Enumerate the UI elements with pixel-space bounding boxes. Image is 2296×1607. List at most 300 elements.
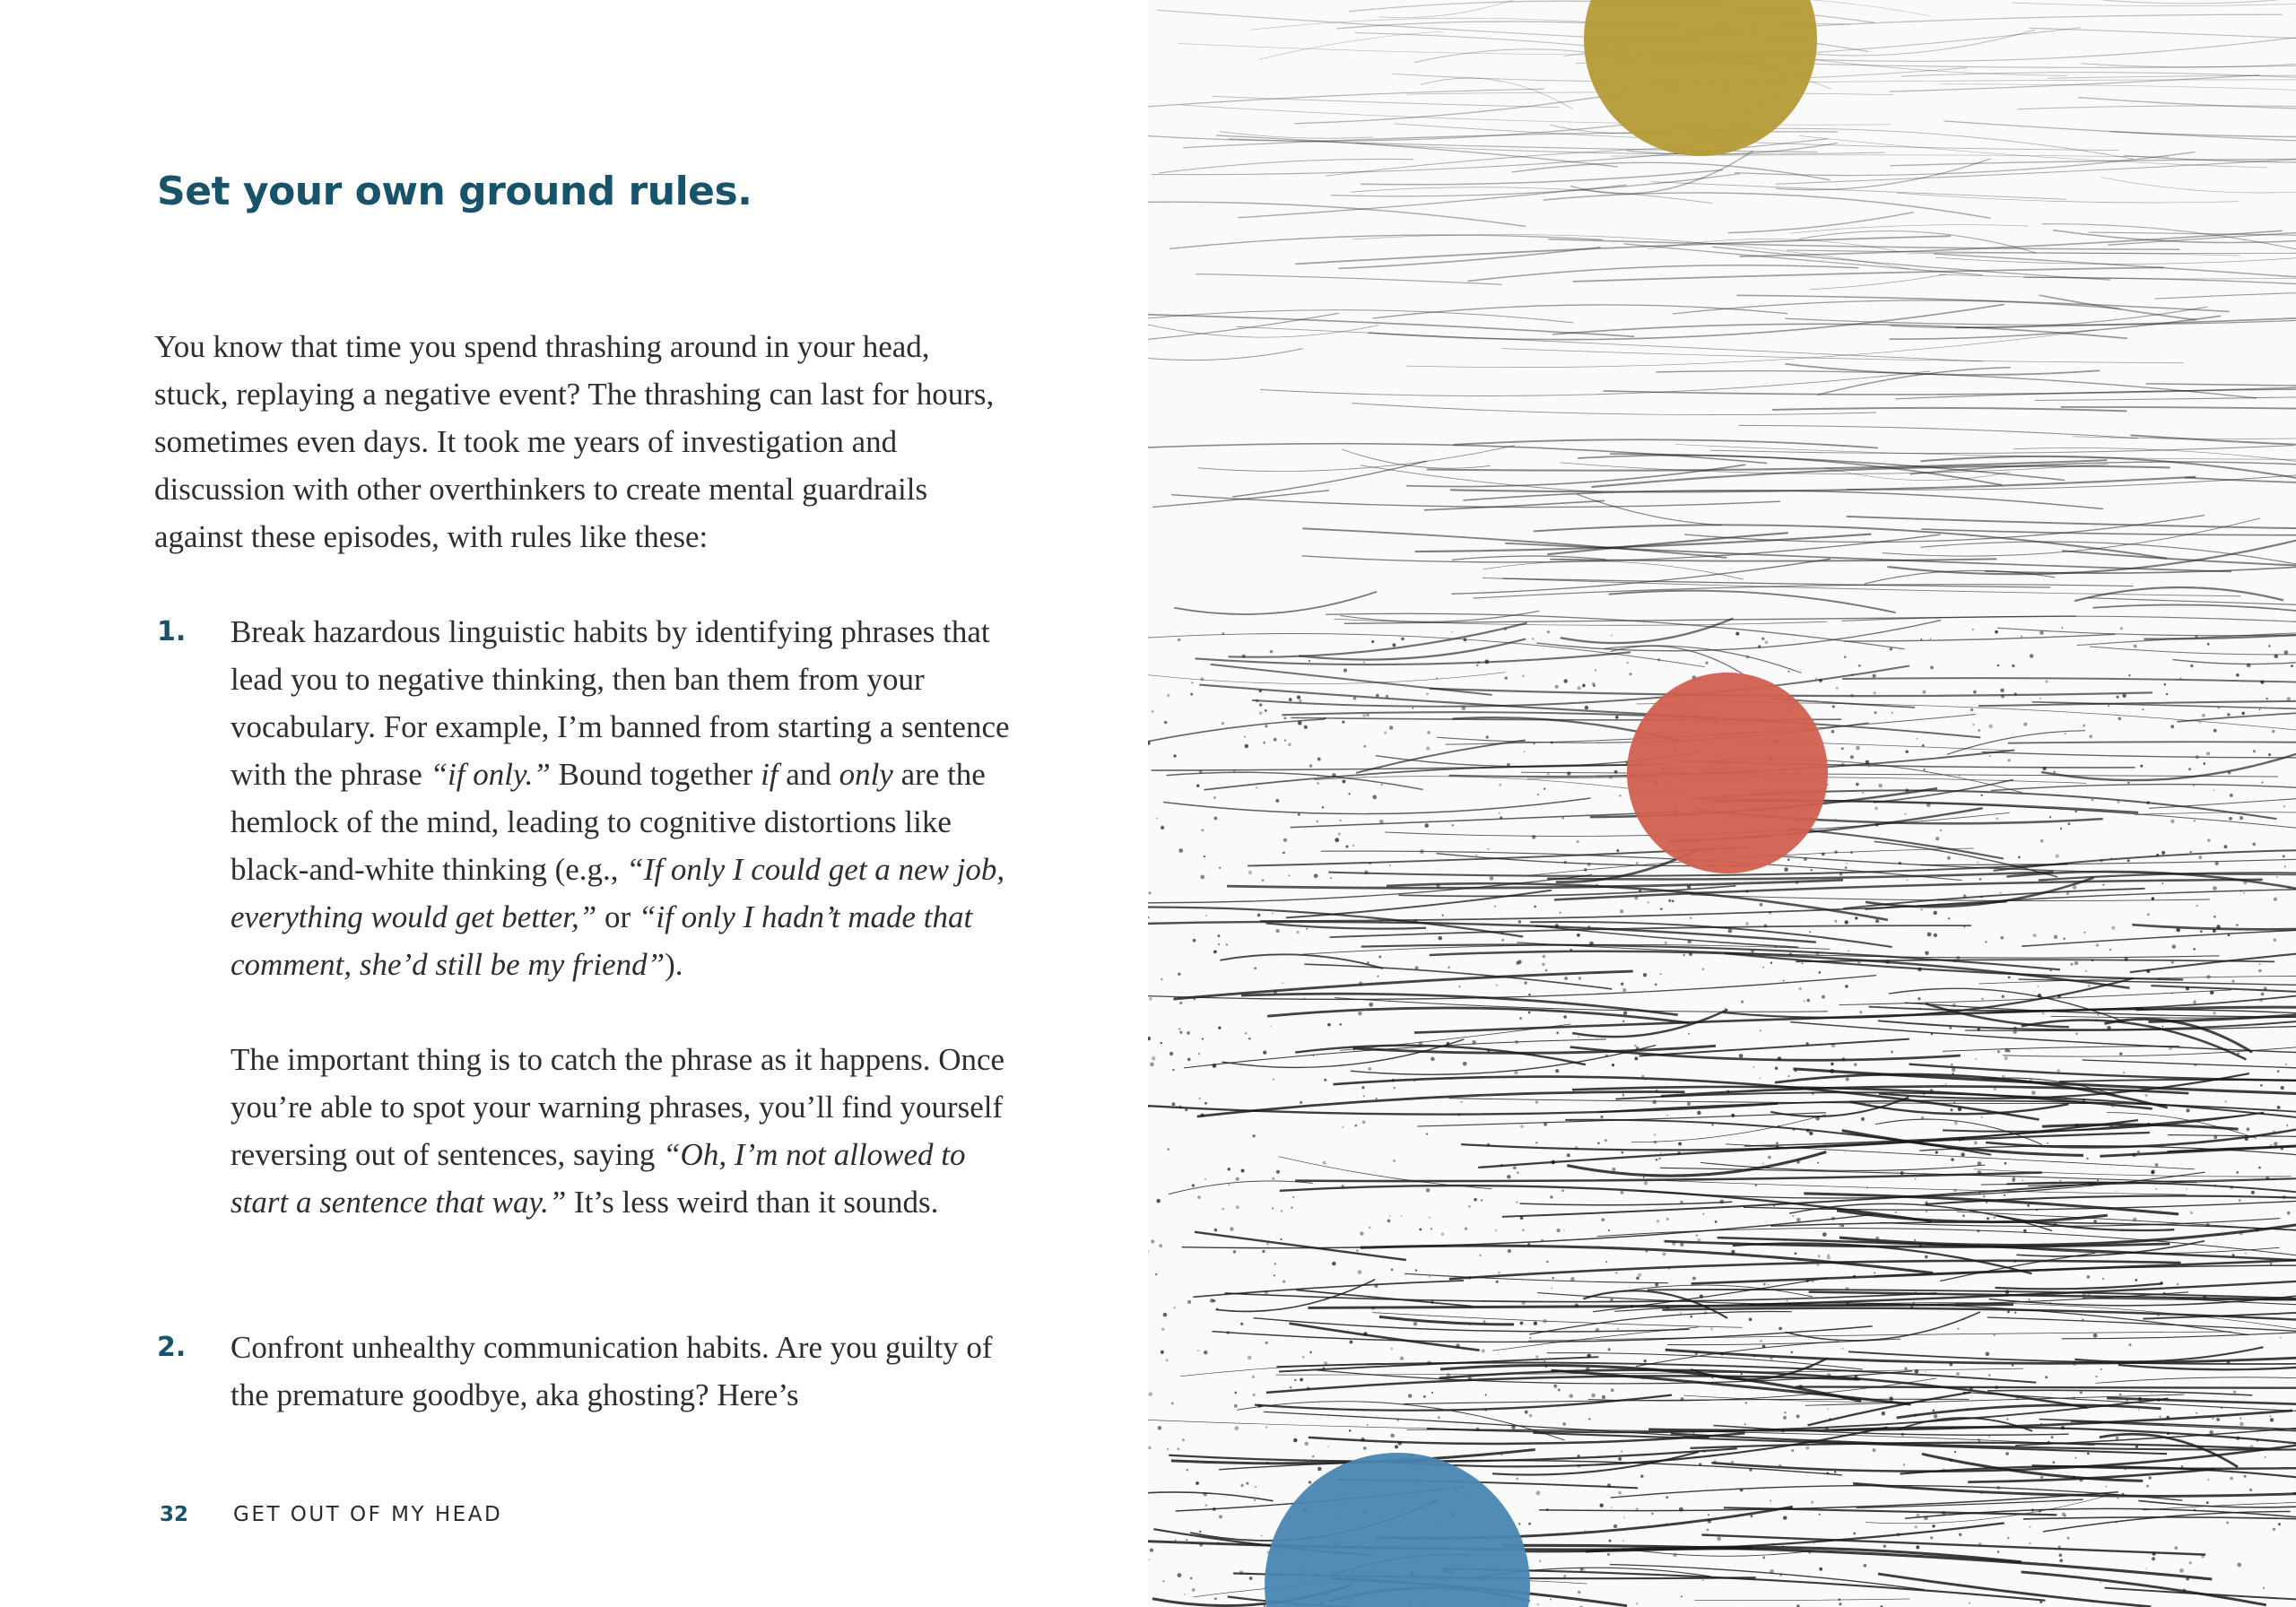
stipple-dot <box>1626 662 1628 664</box>
stipple-dot <box>2274 898 2277 901</box>
stipple-dot <box>1922 691 1926 694</box>
stipple-dot <box>1353 1048 1355 1050</box>
stipple-dot <box>1957 1328 1959 1330</box>
stipple-dot <box>1672 1241 1675 1245</box>
stipple-dot <box>1424 823 1429 828</box>
stipple-dot <box>1804 1000 1805 1002</box>
stipple-dot <box>1257 914 1261 917</box>
stipple-dot <box>2109 949 2111 951</box>
stipple-dot <box>1711 1124 1714 1126</box>
stipple-dot <box>2116 1522 2118 1524</box>
stipple-dot <box>1349 1429 1351 1431</box>
running-title: GET OUT OF MY HEAD <box>233 1503 503 1526</box>
stipple-dot <box>2127 859 2130 862</box>
stipple-dot <box>1875 919 1879 923</box>
stipple-dot <box>1166 1359 1169 1361</box>
stipple-dot <box>2110 857 2112 859</box>
stipple-dot <box>1515 1040 1518 1044</box>
stipple-dot <box>1254 967 1257 969</box>
stipple-dot <box>1846 1287 1849 1290</box>
scribble-line <box>1573 267 2164 282</box>
stipple-dot <box>1254 1499 1256 1501</box>
stipple-dot <box>1587 863 1591 866</box>
stipple-dot <box>1213 1064 1217 1068</box>
stipple-dot <box>2232 1254 2235 1256</box>
stipple-dot <box>2159 1416 2161 1418</box>
stipple-dot <box>1543 1319 1547 1324</box>
stipple-dot <box>2013 1030 2016 1034</box>
stipple-dot <box>2057 1069 2060 1073</box>
stipple-dot <box>1918 1008 1921 1011</box>
stipple-dot <box>1283 1280 1286 1283</box>
scribble-line <box>1520 1202 1733 1205</box>
stipple-dot <box>1305 1442 1309 1446</box>
stipple-dot <box>1556 1229 1561 1233</box>
stipple-dot <box>1653 1100 1657 1104</box>
stipple-dot <box>1252 1134 1255 1137</box>
stipple-dot <box>1213 817 1217 821</box>
scribble-line <box>1463 491 2103 509</box>
stipple-dot <box>1259 711 1263 715</box>
stipple-dot <box>1226 1331 1230 1334</box>
stipple-dot <box>1787 858 1790 861</box>
stipple-dot <box>2186 986 2189 990</box>
stipple-dot <box>1796 1218 1801 1222</box>
stipple-dot <box>1869 1289 1871 1290</box>
stipple-dot <box>1556 1032 1559 1035</box>
stipple-dot <box>1330 877 1332 879</box>
stipple-dot <box>1150 1063 1154 1067</box>
scribble-line <box>1148 444 1767 464</box>
stipple-dot <box>1391 1269 1394 1272</box>
stipple-dot <box>2209 1430 2213 1434</box>
stipple-dot <box>2062 627 2064 629</box>
stipple-dot <box>1997 1551 1999 1552</box>
stipple-dot <box>1707 1529 1709 1532</box>
stipple-dot <box>2196 1412 2198 1414</box>
stipple-dot <box>1681 1596 1683 1598</box>
stipple-dot <box>2033 934 2037 937</box>
stipple-dot <box>2229 817 2232 821</box>
stipple-dot <box>1679 1507 1683 1512</box>
stipple-dot <box>1866 760 1870 765</box>
stipple-dot <box>1161 978 1162 980</box>
stipple-dot <box>1819 1568 1822 1571</box>
stipple-dot <box>1732 1114 1734 1116</box>
stipple-dot <box>1413 1322 1418 1326</box>
stipple-dot <box>1289 698 1292 701</box>
scribble-line <box>1943 1047 2179 1052</box>
stipple-dot <box>1809 1132 1813 1135</box>
stipple-dot <box>1426 746 1431 751</box>
stipple-dot <box>1680 1312 1682 1314</box>
stipple-dot <box>2244 1475 2247 1478</box>
stipple-dot <box>1338 832 1341 835</box>
stipple-dot <box>1760 903 1763 907</box>
stipple-dot <box>1631 1305 1634 1308</box>
stipple-dot <box>2015 1396 2019 1400</box>
stipple-dot <box>1758 645 1761 647</box>
scribble-line <box>1772 408 2126 412</box>
stipple-dot <box>1564 977 1568 980</box>
stipple-dot <box>2075 1032 2078 1035</box>
stipple-dot <box>2212 1417 2213 1419</box>
stipple-dot <box>1807 999 1811 1003</box>
stipple-dot <box>1783 1416 1787 1420</box>
stipple-dot <box>1458 986 1460 987</box>
stipple-dot <box>2151 1170 2154 1174</box>
stipple-dot <box>1507 763 1509 766</box>
stipple-dot <box>1852 674 1854 676</box>
stipple-dot <box>1389 864 1391 866</box>
stipple-dot <box>2249 1489 2252 1491</box>
stipple-dot <box>1171 1102 1175 1106</box>
stipple-dot <box>1796 1414 1800 1418</box>
scribble-line <box>1544 193 1991 218</box>
stipple-dot <box>1951 1064 1953 1066</box>
stipple-dot <box>1925 951 1929 956</box>
stipple-dot <box>2157 1314 2160 1316</box>
stipple-dot <box>1276 929 1280 933</box>
stipple-dot <box>2135 1446 2138 1448</box>
stipple-dot <box>1818 971 1821 974</box>
stipple-dot <box>2213 916 2216 918</box>
stipple-dot <box>2247 664 2251 668</box>
stipple-dot <box>1700 1295 1703 1299</box>
stipple-dot <box>1668 1267 1670 1269</box>
stipple-dot <box>1715 1220 1718 1223</box>
stipple-dot <box>1550 1195 1552 1198</box>
stipple-dot <box>1839 873 1843 876</box>
stipple-dot <box>2087 1275 2091 1279</box>
stipple-dot <box>2273 1528 2275 1531</box>
stipple-dot <box>1151 1239 1154 1243</box>
stipple-dot <box>1272 912 1274 914</box>
stipple-dot <box>1841 762 1845 766</box>
stipple-dot <box>2187 1577 2189 1580</box>
scribble-line <box>1512 162 1831 179</box>
stipple-dot <box>1948 917 1950 919</box>
stipple-dot <box>2213 1135 2217 1139</box>
stipple-dot <box>1438 936 1442 941</box>
stipple-dot <box>1979 878 1982 881</box>
stipple-dot <box>1261 1535 1263 1537</box>
stipple-dot <box>2274 1142 2277 1145</box>
stipple-dot <box>1702 1579 1704 1581</box>
stipple-dot <box>1391 1348 1394 1351</box>
stipple-dot <box>1482 1349 1485 1352</box>
stipple-dot <box>1608 1229 1610 1231</box>
stipple-dot <box>1915 1291 1917 1293</box>
stipple-dot <box>2274 939 2276 942</box>
stipple-dot <box>1332 773 1336 777</box>
stipple-dot <box>1386 695 1389 699</box>
stipple-dot <box>1622 1021 1625 1023</box>
section-heading: Set your own ground rules. <box>157 169 752 214</box>
stipple-dot <box>2000 689 2005 693</box>
stipple-dot <box>1643 973 1647 977</box>
stipple-dot <box>1309 660 1310 662</box>
stipple-dot <box>1452 824 1454 826</box>
stipple-dot <box>1680 1243 1683 1247</box>
stipple-dot <box>1595 669 1596 671</box>
stipple-dot <box>1958 1108 1961 1111</box>
stipple-dot <box>2177 1283 2179 1285</box>
stipple-dot <box>2116 1437 2118 1439</box>
stipple-dot <box>2029 1542 2031 1544</box>
stipple-dot <box>1811 1501 1813 1504</box>
stipple-dot <box>2058 1545 2061 1548</box>
stipple-dot <box>2200 930 2203 933</box>
stipple-dot <box>1588 1418 1590 1420</box>
stipple-dot <box>1318 775 1319 777</box>
scribble-line <box>1258 31 1443 59</box>
stipple-dot <box>1570 1277 1575 1281</box>
stipple-dot <box>1775 946 1777 948</box>
stipple-dot <box>2040 839 2044 843</box>
stipple-dot <box>2231 1186 2234 1189</box>
stipple-dot <box>1352 845 1354 847</box>
stipple-dot <box>1942 1085 1944 1087</box>
stipple-dot <box>1563 679 1567 682</box>
scribble-line <box>1570 151 1753 194</box>
stipple-dot <box>1859 1011 1862 1013</box>
stipple-dot <box>1236 1205 1239 1209</box>
stipple-dot <box>1970 708 1973 711</box>
stipple-dot <box>1817 1162 1819 1164</box>
stipple-dot <box>1687 940 1691 943</box>
stipple-dot <box>2195 635 2197 638</box>
stipple-dot <box>1745 922 1749 925</box>
scribble-line <box>1148 89 1544 107</box>
stipple-dot <box>1178 973 1180 976</box>
stipple-dot <box>2224 1100 2226 1102</box>
stipple-dot <box>2039 1601 2042 1603</box>
stipple-dot <box>1318 1467 1322 1472</box>
stipple-dot <box>2274 655 2279 659</box>
stipple-dot <box>1256 699 1259 702</box>
stipple-dot <box>1841 747 1844 750</box>
stipple-dot <box>2260 681 2264 684</box>
stipple-dot <box>1873 1448 1876 1452</box>
stipple-dot <box>1656 1159 1658 1161</box>
stipple-dot <box>1196 784 1199 786</box>
stipple-dot <box>1490 876 1494 881</box>
scribble-line <box>2173 627 2296 665</box>
stipple-dot <box>1156 1199 1161 1203</box>
stipple-dot <box>2049 1302 2051 1304</box>
stipple-dot <box>1961 1137 1965 1141</box>
stipple-dot <box>1806 1129 1810 1133</box>
stipple-dot <box>1677 1151 1680 1154</box>
stipple-dot <box>1933 911 1936 915</box>
stipple-dot <box>1270 650 1273 653</box>
stipple-dot <box>1369 1003 1373 1007</box>
stipple-dot <box>1246 1481 1248 1484</box>
stipple-dot <box>1501 939 1504 942</box>
stipple-dot <box>1779 1464 1782 1468</box>
stipple-dot <box>2284 865 2286 867</box>
stipple-dot <box>1612 1168 1615 1171</box>
stipple-dot <box>1954 1121 1958 1125</box>
scribble-line <box>2118 1337 2296 1369</box>
stipple-dot <box>1657 658 1660 661</box>
stipple-dot <box>1436 678 1438 680</box>
stipple-dot <box>1916 1545 1919 1549</box>
stipple-dot <box>1259 703 1262 706</box>
stipple-dot <box>2074 1124 2078 1127</box>
stipple-dot <box>2018 856 2021 859</box>
stipple-dot <box>1168 1148 1170 1150</box>
stipple-dot <box>2265 1456 2266 1458</box>
stipple-dot <box>2202 714 2205 717</box>
stipple-dot <box>2045 680 2048 682</box>
stipple-dot <box>2005 1056 2008 1060</box>
scribble-line <box>1811 274 1947 290</box>
stipple-dot <box>1222 1208 1224 1211</box>
stipple-dot <box>1769 911 1772 915</box>
stipple-dot <box>2065 1098 2066 1099</box>
stipple-dot <box>1161 1042 1162 1044</box>
stipple-dot <box>1765 641 1769 645</box>
stipple-dot <box>1997 1050 2000 1053</box>
stipple-dot <box>1532 835 1536 839</box>
stipple-dot <box>1429 1276 1431 1278</box>
stipple-dot <box>1290 1386 1292 1389</box>
stipple-dot <box>1456 1343 1459 1347</box>
stipple-dot <box>1356 1249 1359 1252</box>
stipple-dot <box>1256 786 1257 788</box>
stipple-dot <box>2236 1437 2239 1440</box>
stipple-dot <box>2005 1290 2010 1294</box>
stipple-dot <box>1266 1243 1269 1246</box>
stipple-dot <box>1878 784 1883 788</box>
stipple-dot <box>2198 856 2202 859</box>
stipple-dot <box>1928 869 1930 871</box>
stipple-dot <box>1802 963 1804 965</box>
scribble-line <box>1691 895 2210 901</box>
stipple-dot <box>1770 1569 1774 1574</box>
stipple-dot <box>1623 1011 1627 1014</box>
stipple-dot <box>2155 1188 2157 1190</box>
stipple-dot <box>1252 1394 1255 1396</box>
stipple-dot <box>1690 917 1692 919</box>
stipple-dot <box>1795 1252 1797 1255</box>
stipple-dot <box>1721 1352 1724 1355</box>
stipple-dot <box>1304 1459 1306 1461</box>
stipple-dot <box>1178 1105 1182 1108</box>
stipple-dot <box>1999 891 2001 893</box>
stipple-dot <box>1413 919 1418 924</box>
stipple-dot <box>1438 1416 1440 1419</box>
stipple-dot <box>1376 1098 1378 1099</box>
stipple-dot <box>1534 743 1535 744</box>
stipple-dot <box>2037 986 2039 987</box>
stipple-dot <box>1979 1193 1980 1194</box>
stipple-dot <box>1297 695 1300 699</box>
stipple-dot <box>2119 1394 2122 1396</box>
stipple-dot <box>1535 1355 1538 1358</box>
stipple-dot <box>1763 925 1767 928</box>
stipple-dot <box>2270 1144 2273 1147</box>
stipple-dot <box>1148 1251 1149 1253</box>
stipple-dot <box>1866 1186 1868 1188</box>
stipple-dot <box>2258 969 2262 973</box>
stipple-dot <box>1252 1376 1255 1378</box>
stipple-dot <box>1763 1283 1766 1286</box>
stipple-dot <box>1270 1025 1272 1027</box>
stipple-dot <box>2127 782 2129 784</box>
stipple-dot <box>1499 812 1500 814</box>
stipple-dot <box>1200 1114 1204 1117</box>
stipple-dot <box>1953 1189 1957 1193</box>
stipple-dot <box>1704 1311 1707 1314</box>
stipple-dot <box>1230 1227 1234 1231</box>
stipple-dot <box>1974 1141 1978 1144</box>
stipple-dot <box>1171 1403 1174 1405</box>
scribble-line <box>1567 1152 1826 1177</box>
scribble-line <box>1492 1452 1699 1475</box>
stipple-dot <box>1242 655 1246 658</box>
stipple-dot <box>2152 1552 2156 1556</box>
stipple-dot <box>1528 1012 1531 1014</box>
stipple-dot <box>1819 1514 1821 1516</box>
stipple-dot <box>1827 1254 1829 1255</box>
stipple-dot <box>1275 799 1279 803</box>
stipple-dot <box>2120 627 2123 630</box>
stipple-dot <box>1274 1274 1275 1276</box>
stipple-dot <box>1379 820 1384 824</box>
stipple-dot <box>1873 691 1875 694</box>
stipple-dot <box>2217 707 2220 709</box>
stipple-dot <box>2082 1319 2083 1321</box>
stipple-dot <box>2166 693 2168 695</box>
stipple-dot <box>2239 1199 2241 1202</box>
stipple-dot <box>1808 1551 1811 1554</box>
stipple-dot <box>1219 867 1221 869</box>
stipple-dot <box>1379 921 1381 923</box>
stipple-dot <box>1707 1519 1711 1524</box>
stipple-dot <box>1262 1250 1265 1253</box>
stipple-dot <box>1578 686 1581 690</box>
stipple-dot <box>1389 1215 1391 1217</box>
stipple-dot <box>1643 1177 1645 1178</box>
stipple-dot <box>1834 1471 1836 1472</box>
stipple-dot <box>2169 1047 2172 1050</box>
stipple-dot <box>2188 768 2191 770</box>
stipple-dot <box>1575 1146 1578 1150</box>
stipple-dot <box>2075 811 2077 812</box>
stipple-dot <box>1161 826 1164 830</box>
stipple-dot <box>1850 755 1854 759</box>
stipple-dot <box>1263 742 1265 743</box>
stipple-dot <box>1384 732 1387 734</box>
stipple-dot <box>1219 1515 1222 1518</box>
stipple-dot <box>1915 1178 1917 1180</box>
stipple-dot <box>1272 1207 1274 1209</box>
list-item-1-content <box>230 608 1011 1226</box>
stipple-dot <box>2213 729 2217 733</box>
stipple-dot <box>1378 955 1381 958</box>
stipple-dot <box>1427 731 1430 734</box>
stipple-dot <box>1665 1524 1667 1525</box>
stipple-dot <box>2266 698 2268 699</box>
stipple-dot <box>2261 993 2265 996</box>
stipple-dot <box>1690 1316 1692 1318</box>
stipple-dot <box>2231 980 2234 983</box>
stipple-dot <box>1847 1302 1849 1305</box>
stipple-dot <box>2005 1162 2007 1165</box>
